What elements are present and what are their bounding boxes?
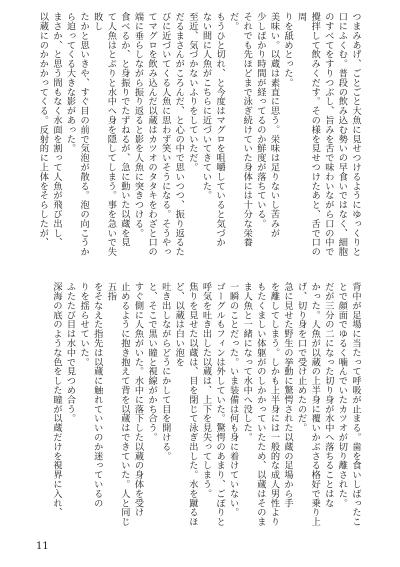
text-line: 吐き出しながらどうにかして目を開ける。	[159, 282, 171, 461]
text-line: 攪拌して飲みくだす。その様を見せつけたあと、舌で口の周	[295, 12, 321, 257]
text-line: 至近、気づかないふりをしていただ。	[186, 12, 198, 172]
text-line: と、そこで黒い瞳と視線がかち合う。	[146, 282, 158, 442]
text-line: 急に見せた野生の挙動に驚愕された以蔵の足場から手	[282, 282, 294, 508]
text-line: をそなえた指先は以蔵に触れていいのか迷っているの	[91, 282, 103, 508]
text-line: りを舐めとった。	[282, 12, 294, 88]
text-line: 口にふくむ。普段の飲み込む勢いの早食いではなく、細胞	[336, 12, 348, 257]
text-line: まさか、と思う間もなく水面を割って人魚が飛び出し、	[50, 12, 62, 247]
text-line: だ。	[227, 12, 239, 31]
text-line: とで顔面でゆるく噛んでいたカツオが切り離された。	[336, 282, 348, 508]
text-line: 止めるように抱き抱えて背を以蔵はできていた。人と同じ五指	[105, 282, 130, 527]
text-line: 焦りを見せた以蔵は、目を閉じて泳ぎ出した。水を蹴るほど、以蔵は白い泡を	[173, 282, 198, 527]
text-line: ゴーグルもフィンは外していた。驚愕のあまり、ごぽりと	[214, 282, 226, 527]
text-line: てマグロを飲み込んだ以蔵はカツオのタタキをわざと口の	[146, 12, 158, 257]
text-line: 食べるか、と身振りでたずねるが、急に動いた以蔵を見	[118, 12, 130, 247]
text-line: たかと思いきや、すぐ目の前で気泡が散る。泡の向こうか	[78, 12, 90, 257]
text-line: ない間に人魚がこちらに近づいてきていた。	[200, 12, 212, 200]
text-line: のすべてをすりつぶし、旨みを舌で味わいながら口の中で	[322, 12, 334, 257]
text-line: 深海の底のような色をした瞳が以蔵だけを視界に入れ、	[50, 282, 62, 517]
page-number: 11	[36, 541, 49, 552]
text-line: ま人魚と一緒になって水中へ没した。	[241, 282, 253, 442]
text-line: げ、切り身を口で受け止めたのだ。	[295, 282, 307, 433]
text-line: 美味い。以蔵は素直に思う。栄味は足りないし苦みが	[268, 12, 280, 238]
text-line: びに近づいてくる人魚に思わず笑いそうになる。そうやっ	[159, 12, 171, 257]
text-line: 少しばかり時間が経ってるのか鮮度が落ちている。	[254, 12, 266, 229]
text-line: かった。人魚が以蔵の上半身に覆いかぶさる格好で乗り上	[309, 282, 321, 527]
text-line: すぐ側に人魚がいた。水中に落下した以蔵の身体を受け	[132, 282, 144, 517]
lower-text-block	[34, 282, 362, 532]
text-line: もたくましい体躯がのしかかっていたため、以蔵はそのま	[254, 282, 266, 527]
text-line: 呼気を吐き出した以蔵は、上下を見失ってしまう。	[200, 282, 212, 499]
text-line: 一瞬のことだった。いま装備は何も身に着けていない。	[227, 282, 239, 517]
text-line: 以蔵にのかかかってくる。反射的に上体をそらしたが、	[37, 12, 49, 247]
text-line: 背中が足場に当たって呼吸が止まる。歯を食いしばったこ	[350, 282, 361, 527]
text-line: て人魚はとぷりと水中へ身を隠してしまう。事を急いで失敗し	[91, 12, 117, 257]
upper-text-block	[34, 12, 362, 259]
text-line: もうひと切れ、と今度はマグロを咀嚼していると気づか	[214, 12, 226, 247]
text-line: ふたたび目は水中で見つめ合う。	[64, 282, 76, 423]
text-line: それでも先ほどまで泳ぎ続けていた身体には十分な栄養	[241, 12, 253, 247]
text-line: を離してしまう。しかも上半身には一般的な成人男性より	[268, 282, 280, 527]
text-line: つまみあげ、ごとごと大魚に見せつけるようにゆっくりと	[350, 12, 361, 257]
text-line: りを揺らせていた。	[78, 282, 90, 367]
text-line: だるまさんがころんだ、と心の中で思いつつ、振り返るた	[173, 12, 185, 257]
text-line: 端に垂らしながら振り返ると影を人魚に突きつける。	[132, 12, 144, 238]
text-line: ら迫ってくる大きな影があった。	[64, 12, 76, 153]
text-line: だが三分の二になった切り身が水中へ落ちることはな	[322, 282, 334, 508]
